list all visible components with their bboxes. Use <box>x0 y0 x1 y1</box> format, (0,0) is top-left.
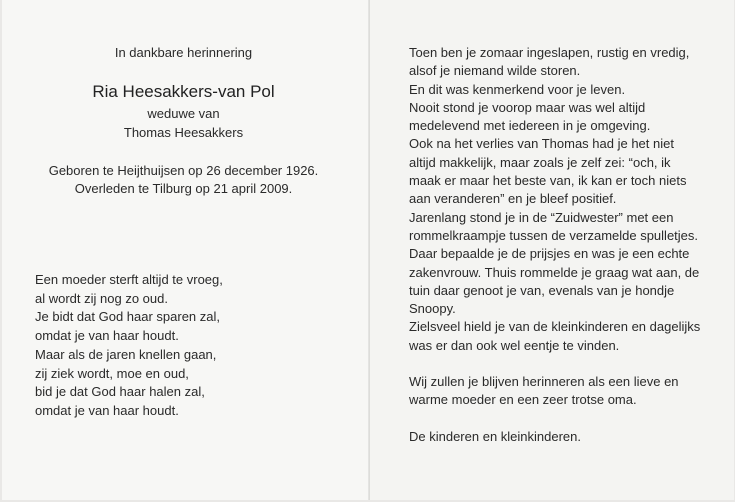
poem-line: zij ziek wordt, moe en oud, <box>35 365 189 381</box>
deceased-name: Ria Heesakkers-van Pol <box>92 82 275 101</box>
text-line: Zielsveel hield je van de kleinkinderen en dagelijks <box>409 319 701 335</box>
poem-line: Maar als de jaren knellen gaan, <box>35 346 217 362</box>
death-line: Overleden te Tilburg op 21 april 2009. <box>74 181 293 196</box>
text-line: zakenvrouw. Thuis rommelde je graag wat aan, de <box>409 264 700 280</box>
card-fold <box>368 0 370 500</box>
text-line: Jarenlang stond je in de “Zuidwester” met een <box>409 209 674 225</box>
intro-text: In dankbare herinnering <box>114 45 253 60</box>
text-line: altijd makkelijk, maar zoals je zelf zei: “och, ik <box>409 154 671 170</box>
text-line: Nooit stond je voorop maar was wel altijd <box>409 99 646 115</box>
text-line: warme moeder en een zeer trotse oma. <box>409 392 637 408</box>
text-line: Wij zullen je blijven herinneren als een lieve en <box>409 374 679 390</box>
text-line: En dit was kenmerkend voor je leven. <box>409 81 626 97</box>
text-line: Ook na het verlies van Thomas had je het niet <box>409 136 674 152</box>
poem-line: omdat je van haar houdt. <box>35 328 179 344</box>
text-line: medelevend met iedereen in je omgeving. <box>409 118 651 134</box>
poem-line: omdat je van haar houdt. <box>35 402 179 418</box>
spouse-name: Thomas Heesakkers <box>123 125 244 140</box>
text-line: alsof je niemand wilde storen. <box>409 63 581 79</box>
poem-line: bid je dat God haar halen zal, <box>35 384 205 400</box>
relation-text: weduwe van <box>147 106 220 121</box>
text-line: tuin daar genoot je van, evenals van je hondje <box>409 282 675 298</box>
text-line: maak er maar het beste van, ik kan er toch niets <box>409 173 687 189</box>
text-line: Snoopy. <box>409 301 456 317</box>
text-line: was er dan ook wel eentje te vinden. <box>409 337 620 353</box>
poem <box>35 271 223 421</box>
left-page <box>2 0 369 500</box>
birth-line: Geboren te Heijthuijsen op 26 december 1926. <box>48 163 319 178</box>
text-line: rommelkraampje tussen de verzamelde spulletjes. <box>409 227 699 243</box>
text-line: aan veranderen” en je bleef positief. <box>409 191 617 207</box>
closing-line: De kinderen en kleinkinderen. <box>409 428 581 444</box>
text-line: Daar bepaalde je de prijsjes en was je een echte <box>409 246 690 262</box>
poem-line: al wordt zij nog zo oud. <box>35 290 168 306</box>
poem-line: Je bidt dat God haar sparen zal, <box>35 309 221 325</box>
memorial-text <box>409 44 700 446</box>
text-line: Toen ben je zomaar ingeslapen, rustig en vredig, <box>409 45 690 60</box>
poem-line: Een moeder sterft altijd te vroeg, <box>35 272 223 287</box>
